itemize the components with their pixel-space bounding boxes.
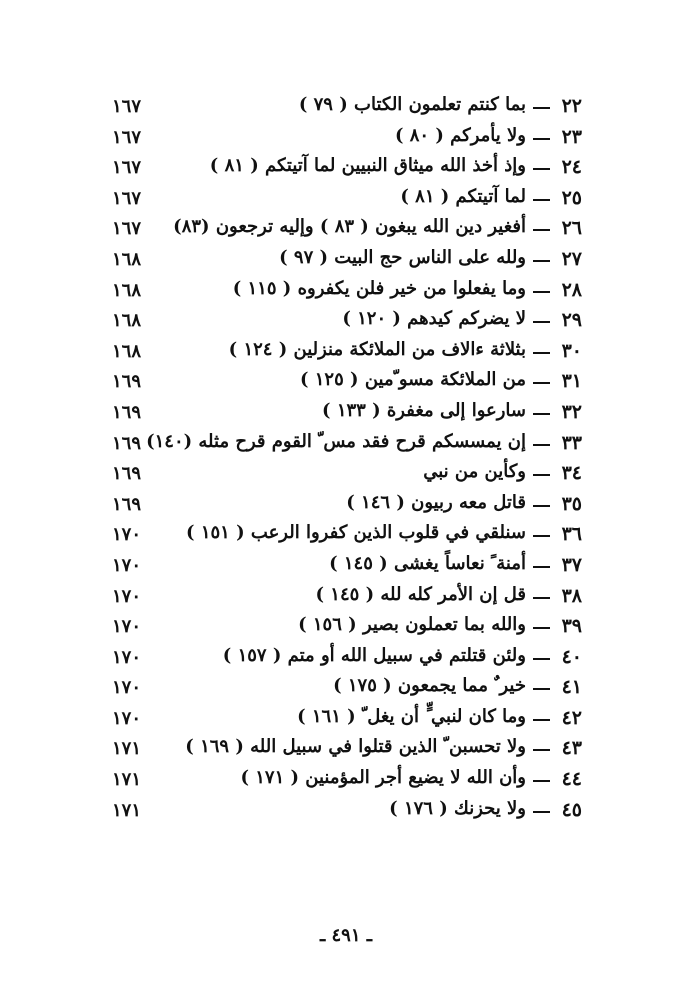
entry-dash	[533, 658, 550, 660]
entry-text: أفغير دين الله يبغون ( ٨٣ ) وإليه ترجعون (٨٣)	[173, 216, 526, 238]
index-entry	[0, 153, 692, 184]
entry-text: خير ٌ مما يجمعون ( ١٧٥ )	[333, 675, 526, 697]
entry-number: ٣٢	[561, 400, 582, 423]
entry-dash	[533, 229, 550, 231]
entry-text: سنلقي في قلوب الذين كفروا الرعب ( ١٥١ )	[186, 522, 526, 544]
index-entry	[0, 92, 692, 123]
entry-number: ٤٥	[561, 798, 582, 821]
entry-page: ١٧١	[112, 769, 142, 791]
index-entry	[0, 582, 692, 613]
entry-dash	[533, 719, 550, 721]
entry-text: وما كان لنبي ٍّ أن يغل ّ ( ١٦١ )	[297, 705, 526, 727]
entry-page: ١٧٠	[112, 554, 142, 576]
entry-number: ٣١	[561, 370, 582, 393]
entry-dash	[533, 597, 550, 599]
entry-number: ٤٠	[561, 645, 582, 668]
entry-dash	[533, 107, 550, 109]
entry-number: ٢٧	[561, 247, 582, 270]
entry-number: ٣٥	[561, 492, 582, 515]
index-entry	[0, 765, 692, 796]
page-number: ـ ٤٩١ ـ	[319, 925, 373, 946]
entry-page: ١٦٧	[112, 157, 142, 179]
entry-number: ٣٦	[561, 523, 582, 546]
entry-page: ١٦٨	[112, 310, 142, 332]
entry-number: ٣٤	[561, 462, 582, 485]
entry-dash	[533, 749, 550, 751]
entry-text: لما آتيتكم ( ٨١ )	[400, 185, 526, 207]
entry-page: ١٦٧	[112, 218, 142, 240]
entry-page: ١٦٨	[112, 279, 142, 301]
entry-text: قاتل معه ربيون ( ١٤٦ )	[346, 491, 526, 513]
entry-dash	[533, 811, 550, 813]
entry-number: ٢٦	[561, 217, 582, 240]
index-entry	[0, 459, 692, 490]
entry-page: ١٦٧	[112, 187, 142, 209]
index-entry	[0, 704, 692, 735]
entry-page: ١٦٩	[112, 432, 142, 454]
entry-number: ٢٤	[561, 156, 582, 179]
entry-page: ١٧٠	[112, 707, 142, 729]
entry-dash	[533, 535, 550, 537]
entry-dash	[533, 138, 550, 140]
entry-text: من الملائكة مسو ّمين ( ١٢٥ )	[299, 369, 526, 391]
index-entry	[0, 429, 692, 460]
index-entry	[0, 796, 692, 827]
entry-dash	[533, 168, 550, 170]
entry-page: ١٦٩	[112, 371, 142, 393]
entry-dash	[533, 260, 550, 262]
index-entry	[0, 214, 692, 245]
entry-number: ٣٣	[561, 431, 582, 454]
entry-number: ٢٥	[561, 186, 582, 209]
entry-number: ٣٠	[561, 339, 582, 362]
entry-number: ٣٩	[561, 615, 582, 638]
entry-dash	[533, 780, 550, 782]
entry-page: ١٧١	[112, 799, 142, 821]
entry-number: ٢٣	[561, 125, 582, 148]
entry-dash	[533, 291, 550, 293]
entry-dash	[533, 413, 550, 415]
entry-number: ٤٤	[561, 768, 582, 791]
entry-number: ٤٢	[561, 706, 582, 729]
entry-text: أمنة ً نعاساً يغشى ( ١٤٥ )	[329, 552, 526, 574]
entry-text: ولا تحسبن ّ الذين قتلوا في سبيل الله ( ١٦٩ )	[185, 736, 526, 758]
entry-dash	[533, 474, 550, 476]
entry-dash	[533, 505, 550, 507]
entry-dash	[533, 321, 550, 323]
entry-number: ٢٢	[561, 95, 582, 117]
entry-page: ١٧٠	[112, 616, 142, 638]
entry-page: ١٦٨	[112, 340, 142, 362]
index-list	[0, 92, 692, 826]
index-entry	[0, 490, 692, 521]
entry-page: ١٦٩	[112, 493, 142, 515]
entry-text: قل إن الأمر كله لله ( ١٤٥ )	[315, 583, 526, 605]
entry-number: ٣٧	[561, 553, 582, 576]
entry-text: سارعوا إلى مغفرة ( ١٣٣ )	[322, 399, 526, 421]
entry-page: ١٧٠	[112, 585, 142, 607]
entry-dash	[533, 352, 550, 354]
entry-text: وإذ أخذ الله ميثاق النبيين لما آتيتكم ( ٨١ )	[209, 155, 526, 177]
entry-page: ١٧٠	[112, 646, 142, 668]
entry-page: ١٦٩	[112, 463, 142, 485]
index-entry	[0, 398, 692, 429]
entry-dash	[533, 199, 550, 201]
entry-page: ١٧١	[112, 738, 142, 760]
entry-dash	[533, 444, 550, 446]
entry-dash	[533, 566, 550, 568]
index-entry	[0, 245, 692, 276]
entry-number: ٣٨	[561, 584, 582, 607]
index-entry	[0, 276, 692, 307]
entry-text: وأن الله لا يضيع أجر المؤمنين ( ١٧١ )	[240, 767, 526, 789]
entry-text: ولا يأمركم ( ٨٠ )	[394, 124, 526, 146]
index-entry	[0, 337, 692, 368]
entry-page: ١٧٠	[112, 677, 142, 699]
entry-text: إن يمسسكم قرح فقد مس ّ القوم قرح مثله (١٤٠)	[146, 430, 526, 452]
entry-text: بثلاثة ءالاف من الملائكة منزلين ( ١٢٤ )	[228, 338, 526, 360]
index-entry	[0, 612, 692, 643]
entry-text: بما كنتم تعلمون الكتاب ( ٧٩ )	[298, 94, 526, 115]
entry-page: ١٦٩	[112, 401, 142, 423]
entry-text: ولله على الناس حج البيت ( ٩٧ )	[279, 246, 526, 268]
index-entry	[0, 306, 692, 337]
index-entry	[0, 734, 692, 765]
index-entry	[0, 643, 692, 674]
entry-page: ١٧٠	[112, 524, 142, 546]
entry-dash	[533, 627, 550, 629]
index-entry	[0, 551, 692, 582]
index-entry	[0, 123, 692, 154]
entry-dash	[533, 688, 550, 690]
entry-text: وما يفعلوا من خير فلن يكفروه ( ١١٥ )	[232, 277, 526, 299]
entry-page: ١٦٧	[112, 126, 142, 148]
index-entry	[0, 184, 692, 215]
entry-text: والله بما تعملون بصير ( ١٥٦ )	[298, 614, 526, 636]
index-entry	[0, 520, 692, 551]
entry-text: وكأين من نبي	[423, 461, 526, 483]
index-entry	[0, 673, 692, 704]
entry-number: ٢٨	[561, 278, 582, 301]
entry-text: لا يضركم كيدهم ( ١٢٠ )	[342, 308, 526, 330]
entry-number: ٤٣	[561, 737, 582, 760]
entry-dash	[533, 382, 550, 384]
entry-page: ١٦٨	[112, 248, 142, 270]
entry-number: ٤١	[561, 676, 582, 699]
entry-page: ١٦٧	[112, 96, 142, 117]
entry-text: ولئن قتلتم في سبيل الله أو متم ( ١٥٧ )	[222, 644, 526, 666]
entry-number: ٢٩	[561, 309, 582, 332]
index-entry	[0, 367, 692, 398]
entry-text: ولا يحزنك ( ١٧٦ )	[389, 797, 526, 819]
